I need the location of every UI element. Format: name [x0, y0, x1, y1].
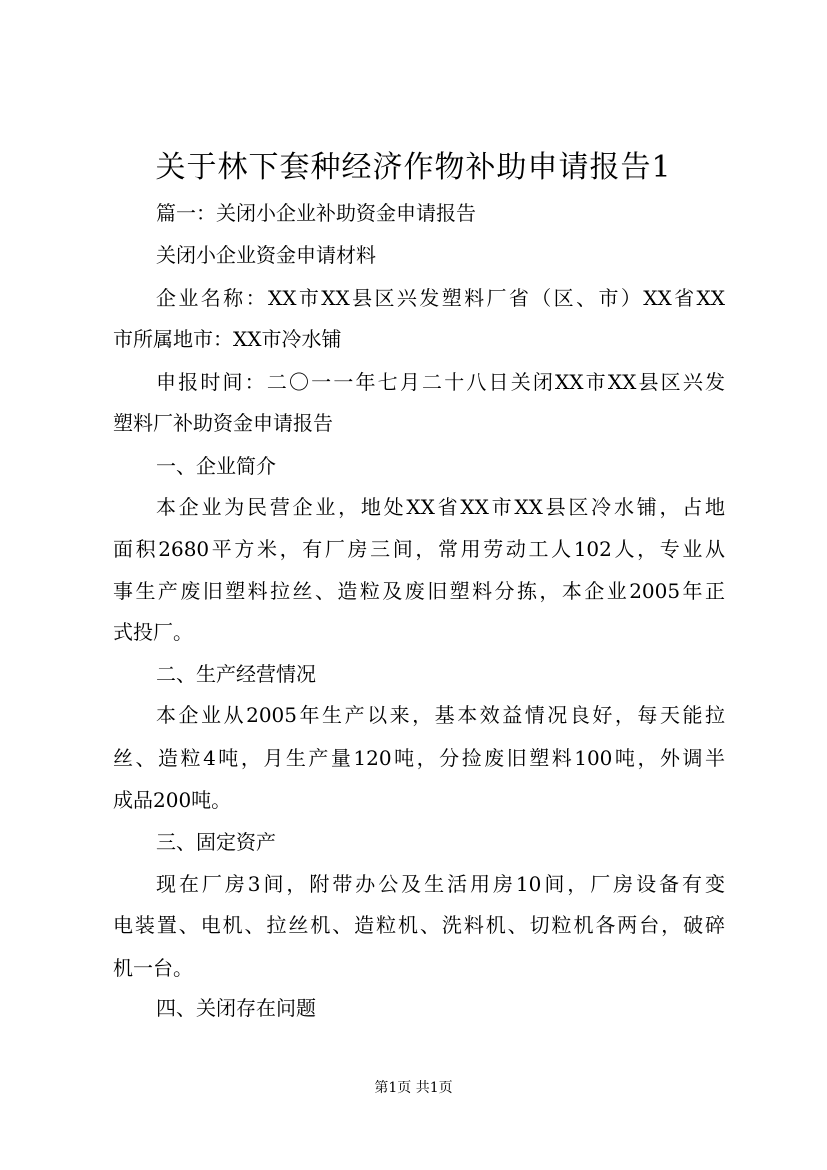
paragraph-line: 面积2680平方米，有厂房三间，常用劳动工人102人，专业从 [113, 537, 725, 561]
paragraph-line: 机一台。 [113, 956, 193, 980]
page-footer: 第1页 共1页 [374, 1080, 453, 1096]
paragraph-line: 电装置、电机、拉丝机、造粒机、洗料机、切粒机各两台，破碎 [113, 913, 725, 937]
paragraph-line: 本企业为民营企业，地处XX省XX市XX县区冷水铺，占地 [156, 495, 725, 519]
section-heading: 二、生产经营情况 [156, 662, 316, 686]
paragraph-line: 企业名称：XX市XX县区兴发塑料厂省（区、市）XX省XX [156, 286, 725, 310]
section-heading: 一、企业简介 [156, 454, 276, 478]
paragraph-line: 成品200吨。 [113, 788, 232, 812]
section-heading: 篇一：关闭小企业补助资金申请报告 [156, 201, 476, 225]
paragraph-line: 本企业从2005年生产以来，基本效益情况良好，每天能拉 [156, 703, 725, 727]
paragraph-line: 市所属地市：XX市冷水铺 [113, 327, 342, 351]
paragraph-line: 式投厂。 [113, 620, 193, 644]
paragraph-line: 事生产废旧塑料拉丝、造粒及废旧塑料分拣，本企业2005年正 [113, 579, 725, 603]
paragraph-line: 关闭小企业资金申请材料 [156, 243, 376, 267]
section-heading: 四、关闭存在问题 [156, 996, 316, 1020]
paragraph-line: 丝、造粒4吨，月生产量120吨，分捡废旧塑料100吨，外调半 [113, 746, 725, 770]
paragraph-line: 申报时间：二〇一一年七月二十八日关闭XX市XX县区兴发 [156, 370, 725, 394]
paragraph-line: 塑料厂补助资金申请报告 [113, 411, 333, 435]
document-title: 关于林下套种经济作物补助申请报告1 [155, 150, 672, 185]
section-heading: 三、固定资产 [156, 830, 276, 854]
paragraph-line: 现在厂房3间，附带办公及生活用房10间，厂房设备有变 [156, 872, 725, 896]
